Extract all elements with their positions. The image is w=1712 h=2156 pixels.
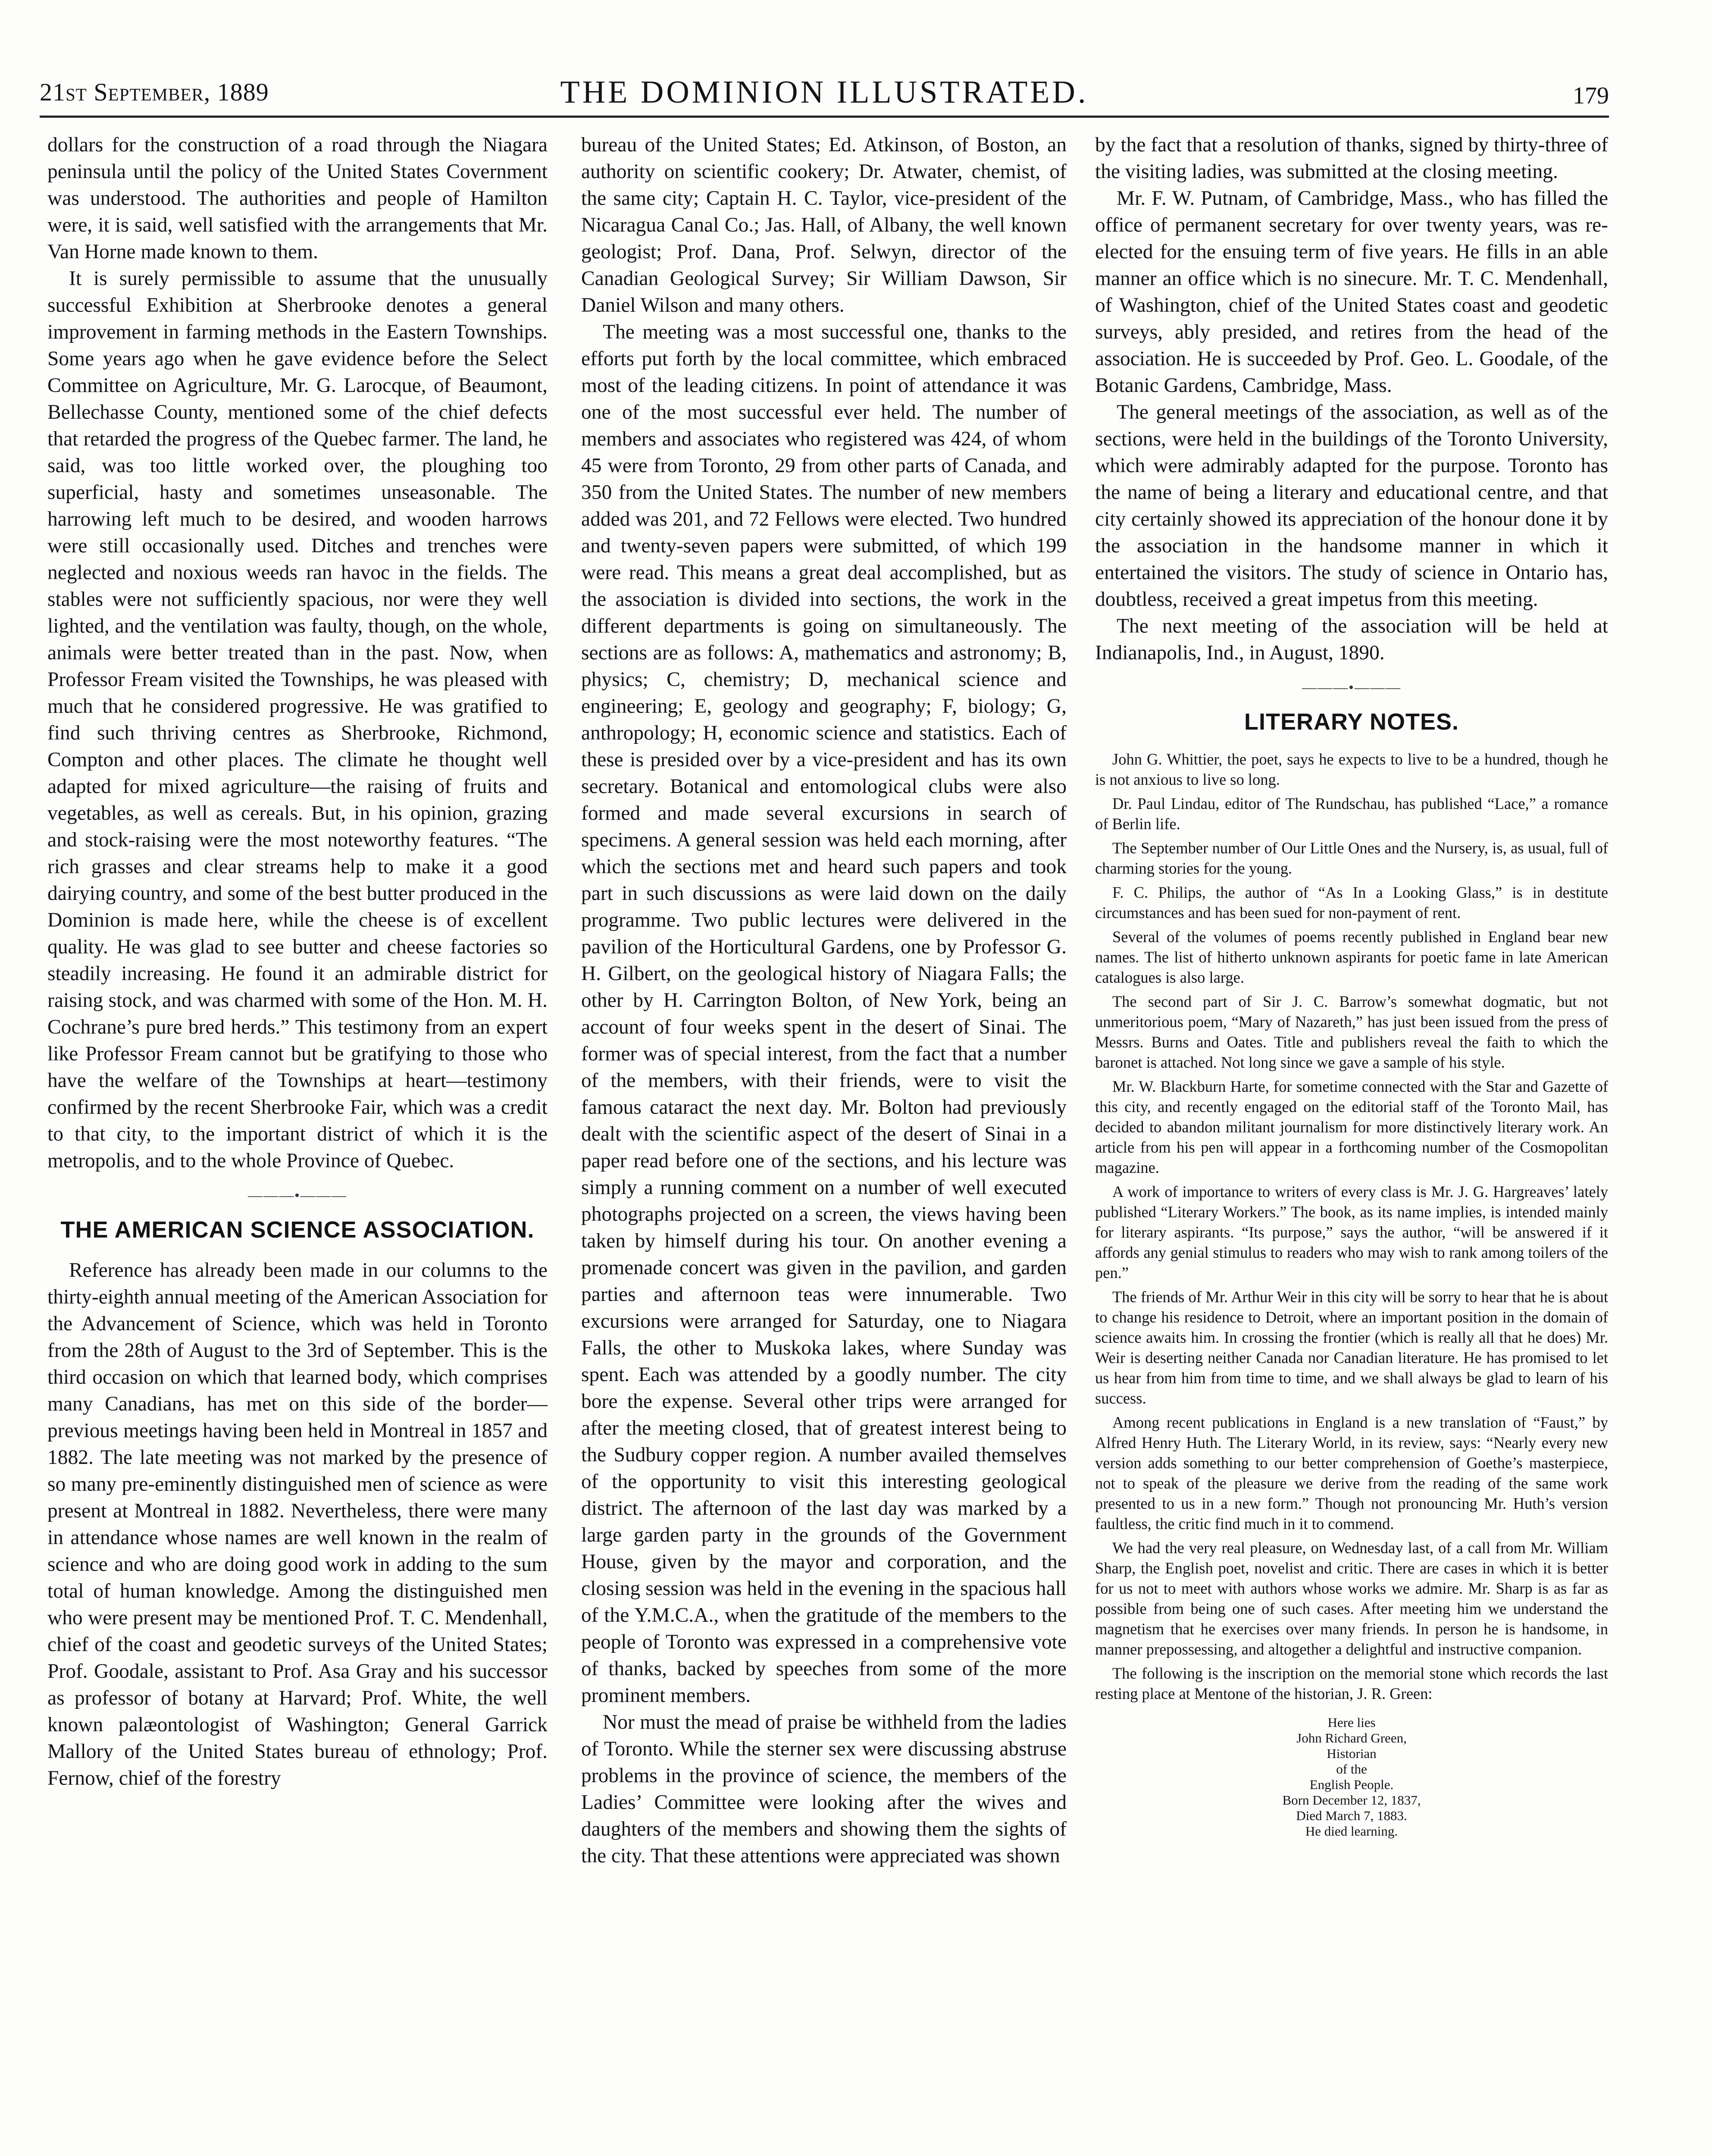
epitaph-line: Here lies	[1327, 1715, 1376, 1730]
note-item: John G. Whittier, the poet, says he expects to live to be a hundred, though he is not anxious to live so long.	[1095, 750, 1608, 788]
paragraph: It is surely permissible to assume that the unusually successful Exhibition at Sherbrooke denotes a general improvement in farming methods in the Eastern Townships. Some years ago when he gave evidence before the Select Committee on Agriculture, Mr. G. Larocque, of Beaumont, Bellechasse County, mentioned some of the chief defects that retarded the progress of the Quebec farmer. The land, he said, was too little worked over, the ploughing too superficial, hasty and sometimes unseasonable. The harrowing left much to be desired, and wooden harrows were still occasionally used. Ditches and trenches were neglected and noxious weeds ran havoc in the fields. The stables were not sufficiently spacious, nor were they well lighted, and the ventilation was faulty, though, on the whole, animals were better treated than in the past. Now, when Professor Fream visited the Townships, he was pleased with much that he considered progressive. He was gratified to find such thriving centres as Sherbrooke, Richmond, Compton and other places. The climate he thought well adapted for mixed agriculture—the raising of fruits and vegetables, as well as cereals. But, in his opinion, grazing and stock-raising were the most noteworthy features. “The rich grasses and clear streams help to make it a good dairying country, and some of the best butter produced in the Dominion is made here, while the cheese is of excellent quality. He was glad to see butter and cheese factories so steadily increasing. He found it an admirable district for raising stock, and was charmed with some of the Hon. M. H. Cochrane’s pure bred herds.” This testimony from an expert like Professor Fream cannot but be gratifying to those who have the welfare of the Townships at heart—testimony confirmed by the recent Sherbrooke Fair, which was a credit to that city, to the important district of which it is the metropolis, and to the whole Province of Quebec.	[47, 267, 548, 1172]
note-item: Among recent publications in England is a new translation of “Faust,” by Alfred Henry Huth. The Literary World, in its review, says: “Nearly every new version adds something to our better comprehension of Goethe’s masterpiece, not to speak of the pleasure we derive from the reading of the same work presented to us in a new form.” Though not pronouncing Mr. Huth’s version faultless, the critic find much in it to commend.	[1095, 1413, 1608, 1532]
paragraph: Mr. F. W. Putnam, of Cambridge, Mass., who has filled the office of permanent secretary for over twenty years, was re-elected for the ensuing term of five years. He fills in an able manner an office which is no sinecure. Mr. T. C. Mendenhall, of Washington, chief of the United States coast and geodetic surveys, ably presided, and retires from the head of the association. He is succeeded by Prof. Geo. L. Goodale, of the Botanic Gardens, Cambridge, Mass.	[1095, 187, 1608, 397]
page-header	[40, 65, 1609, 116]
section-ornament: ———•———	[1302, 680, 1401, 696]
paragraph: Nor must the mead of praise be withheld from the ladies of Toronto. While the sterner sex were discussing abstruse problems in the province of science, the members of the Ladies’ Committee were looking after the wives and daughters of the members and showing them the sights of the city. That these attentions were appreciated was shown	[581, 1711, 1067, 1867]
note-item: F. C. Philips, the author of “As In a Looking Glass,” is in destitute circumstances and has been sued for non-payment of rent.	[1095, 884, 1608, 921]
note-item: A work of importance to writers of every class is Mr. J. G. Hargreaves’ lately published “Literary Workers.” The book, as its name implies, is intended mainly for literary aspirants. “Its purpose,” says the author, “will be answered if it affords any genial stimulus to readers who may wish to rank among toilers of the pen.”	[1095, 1183, 1608, 1282]
masthead-title: THE DOMINION ILLUSTRATED.	[560, 75, 1089, 110]
column-3	[1095, 132, 1608, 1839]
epitaph-line: Born December 12, 1837,	[1282, 1792, 1421, 1808]
epitaph-inscription	[1095, 1715, 1608, 1839]
column-1	[47, 132, 548, 1792]
column-2	[581, 132, 1067, 1869]
literary-notes	[1095, 749, 1608, 1704]
paragraph: dollars for the construction of a road through the Niagara peninsula until the policy of the United States Covernment was understood. The authorities and people of Hamilton were, it is said, well satisfied with the arrangements that Mr. Van Horne made known to them.	[47, 134, 548, 263]
note-item: The September number of Our Little Ones and the Nursery, is, as usual, full of charming stories for the young.	[1095, 839, 1608, 877]
issue-date: 21st September, 1889	[40, 78, 269, 106]
note-item: The second part of Sir J. C. Barrow’s somewhat dogmatic, but not unmeritorious poem, “Mary of Nazareth,” has just been issued from the press of Messrs. Burns and Oates. Title and publishers reveal the faith to which the baronet is attached. Not long since we gave a sample of his style.	[1095, 993, 1608, 1071]
paragraph: The next meeting of the association will be held at Indianapolis, Ind., in August, 1890.	[1095, 615, 1608, 664]
epitaph-line: He died learning.	[1305, 1824, 1398, 1839]
paragraph: The meeting was a most successful one, thanks to the efforts put forth by the local committee, which embraced most of the leading citizens. In point of attendance it was one of the most successful ever held. The number of members and associates who registered was 424, of whom 45 were from Toronto, 29 from other parts of Canada, and 350 from the United States. The number of new members added was 201, and 72 Fellows were elected. Two hundred and twenty-seven papers were submitted, of which 199 were read. This means a great deal accomplished, but as the association is divided into sections, the work in the different departments is going on simultaneously. The sections are as follows: A, mathematics and astronomy; B, physics; C, chemistry; D, mechanical science and engineering; E, geology and geography; F, biology; G, anthropology; H, economic science and statistics. Each of these is presided over by a vice-president and has its own secretary. Botanical and entomological clubs were also formed and made several excursions in search of specimens. A general session was held each morning, after which the sections met and heard such papers and took part in such discussions as were laid down on the daily programme. Two public lectures were delivered in the pavilion of the Horticultural Gardens, one by Professor G. H. Gilbert, on the geological history of Niagara Falls; the other by H. Carrington Bolton, of New York, being an account of four weeks spent in the desert of Sinai. The former was of special interest, from the fact that a number of the members, with their friends, were to visit the famous cataract the next day. Mr. Bolton had previously dealt with the scientific aspect of the desert of Sinai in a paper read before one of the sections, and his lecture was simply a running comment on a number of well executed photographs projected on a screen, the views having been taken by himself during his tour. On another evening a promenade concert was given in the pavilion, and garden parties and afternoon teas were innumerable. Two excursions were arranged for Saturday, one to Niagara Falls, the other to Muskoka lakes, where Sunday was spent. Each was attended by a goodly number. The city bore the expense. Several other trips were arranged for after the meeting closed, that of greatest interest being to the Sudbury copper region. A number availed themselves of the opportunity to visit this interesting geological district. The afternoon of the last day was marked by a large garden party in the grounds of the Government House, given by the mayor and corporation, and the closing session was held in the evening in the spacious hall of the Y.M.C.A., when the gratitude of the members to the people of Toronto was expressed in a comprehensive vote of thanks, backed by speeches from some of the more prominent members.	[581, 321, 1067, 1707]
note-item: Mr. W. Blackburn Harte, for sometime connected with the Star and Gazette of this city, and recently engaged on the editorial staff of the Toronto Mail, has decided to abandon militant journalism for more distinctively literary work. An article from his pen will appear in a forthcoming number of the Cosmopolitan magazine.	[1095, 1078, 1608, 1176]
note-item: Dr. Paul Lindau, editor of The Rundschau, has published “Lace,” a romance of Berlin life.	[1095, 795, 1608, 833]
section-heading: LITERARY NOTES.	[1244, 709, 1459, 735]
epitaph-line: English People.	[1309, 1777, 1394, 1792]
epitaph-line: of the	[1336, 1761, 1367, 1777]
header-rule	[40, 116, 1609, 118]
note-item: We had the very real pleasure, on Wednesday last, of a call from Mr. William Sharp, the English poet, novelist and critic. There are cases in which it is better for us not to meet with authors whose works we admire. Mr. Sharp is as far as possible from being one of such cases. After meeting him we understand the magnetism that he exercises over many friends. In person he is handsome, in manner prepossessing, and altogether a delightful and instructive companion.	[1095, 1539, 1608, 1658]
note-item: Several of the volumes of poems recently published in England bear new names. The list of hitherto unknown aspirants for poetic fame in late American catalogues is also large.	[1095, 928, 1608, 986]
epitaph-line: Historian	[1327, 1746, 1377, 1761]
paragraph: bureau of the United States; Ed. Atkinson, of Boston, an authority on scientific cookery; Dr. Atwater, chemist, of the same city; Captain H. C. Taylor, vice-president of the Nicaragua Canal Co.; Jas. Hall, of Albany, the well known geologist; Prof. Dana, Prof. Selwyn, director of the Canadian Geological Survey; Sir William Dawson, Sir Daniel Wilson and many others.	[581, 134, 1067, 317]
note-item: The following is the inscription on the memorial stone which records the last resting place at Mentone of the historian, J. R. Green:	[1095, 1664, 1608, 1702]
epitaph-line: Died March 7, 1883.	[1296, 1808, 1407, 1823]
section-ornament: ———•———	[248, 1188, 347, 1203]
section-heading: THE AMERICAN SCIENCE ASSOCIATION.	[60, 1217, 535, 1243]
epitaph-line: John Richard Green,	[1296, 1730, 1407, 1745]
note-item: The friends of Mr. Arthur Weir in this city will be sorry to hear that he is about to change his residence to Detroit, where an important position in the domain of science awaits him. In crossing the frontier (which is really all that he does) Mr. Weir is deserting neither Canada nor Canadian literature. He has promised to let us hear from him from time to time, and we shall always be glad to learn of his success.	[1095, 1288, 1608, 1407]
page-number: 179	[1573, 82, 1609, 109]
paragraph: The general meetings of the association, as well as of the sections, were held in the buildings of the Toronto University, which were admirably adapted for the purpose. Toronto has the name of being a literary and educational centre, and that city certainly showed its appreciation of the honour done it by the association in the handsome manner in which it entertained the visitors. The study of science in Ontario has, doubtless, received a great impetus from this meeting.	[1095, 401, 1608, 611]
paragraph: by the fact that a resolution of thanks, signed by thirty-three of the visiting ladies, was submitted at the closing meeting.	[1095, 134, 1608, 183]
paragraph: Reference has already been made in our columns to the thirty-eighth annual meeting of the American Association for the Advancement of Science, which was held in Toronto from the 28th of August to the 3rd of September. This is the third occasion on which that learned body, which comprises many Canadians, has met on this side of the border—previous meetings having been held in Montreal in 1857 and 1882. The late meeting was not marked by the presence of so many pre-eminently distinguished men of science as were present at Montreal in 1882. Nevertheless, there were many in attendance whose names are well known in the realm of science and who are doing good work in adding to the sum total of human knowledge. Among the distinguished men who were present may be mentioned Prof. T. C. Mendenhall, chief of the coast and geodetic surveys of the United States; Prof. Goodale, assistant to Prof. Asa Gray and his successor as professor of botany at Harvard; Prof. White, the well known palæontologist of Washington; General Garrick Mallory of the United States bureau of ethnology; Prof. Fernow, chief of the forestry	[47, 1259, 548, 1789]
